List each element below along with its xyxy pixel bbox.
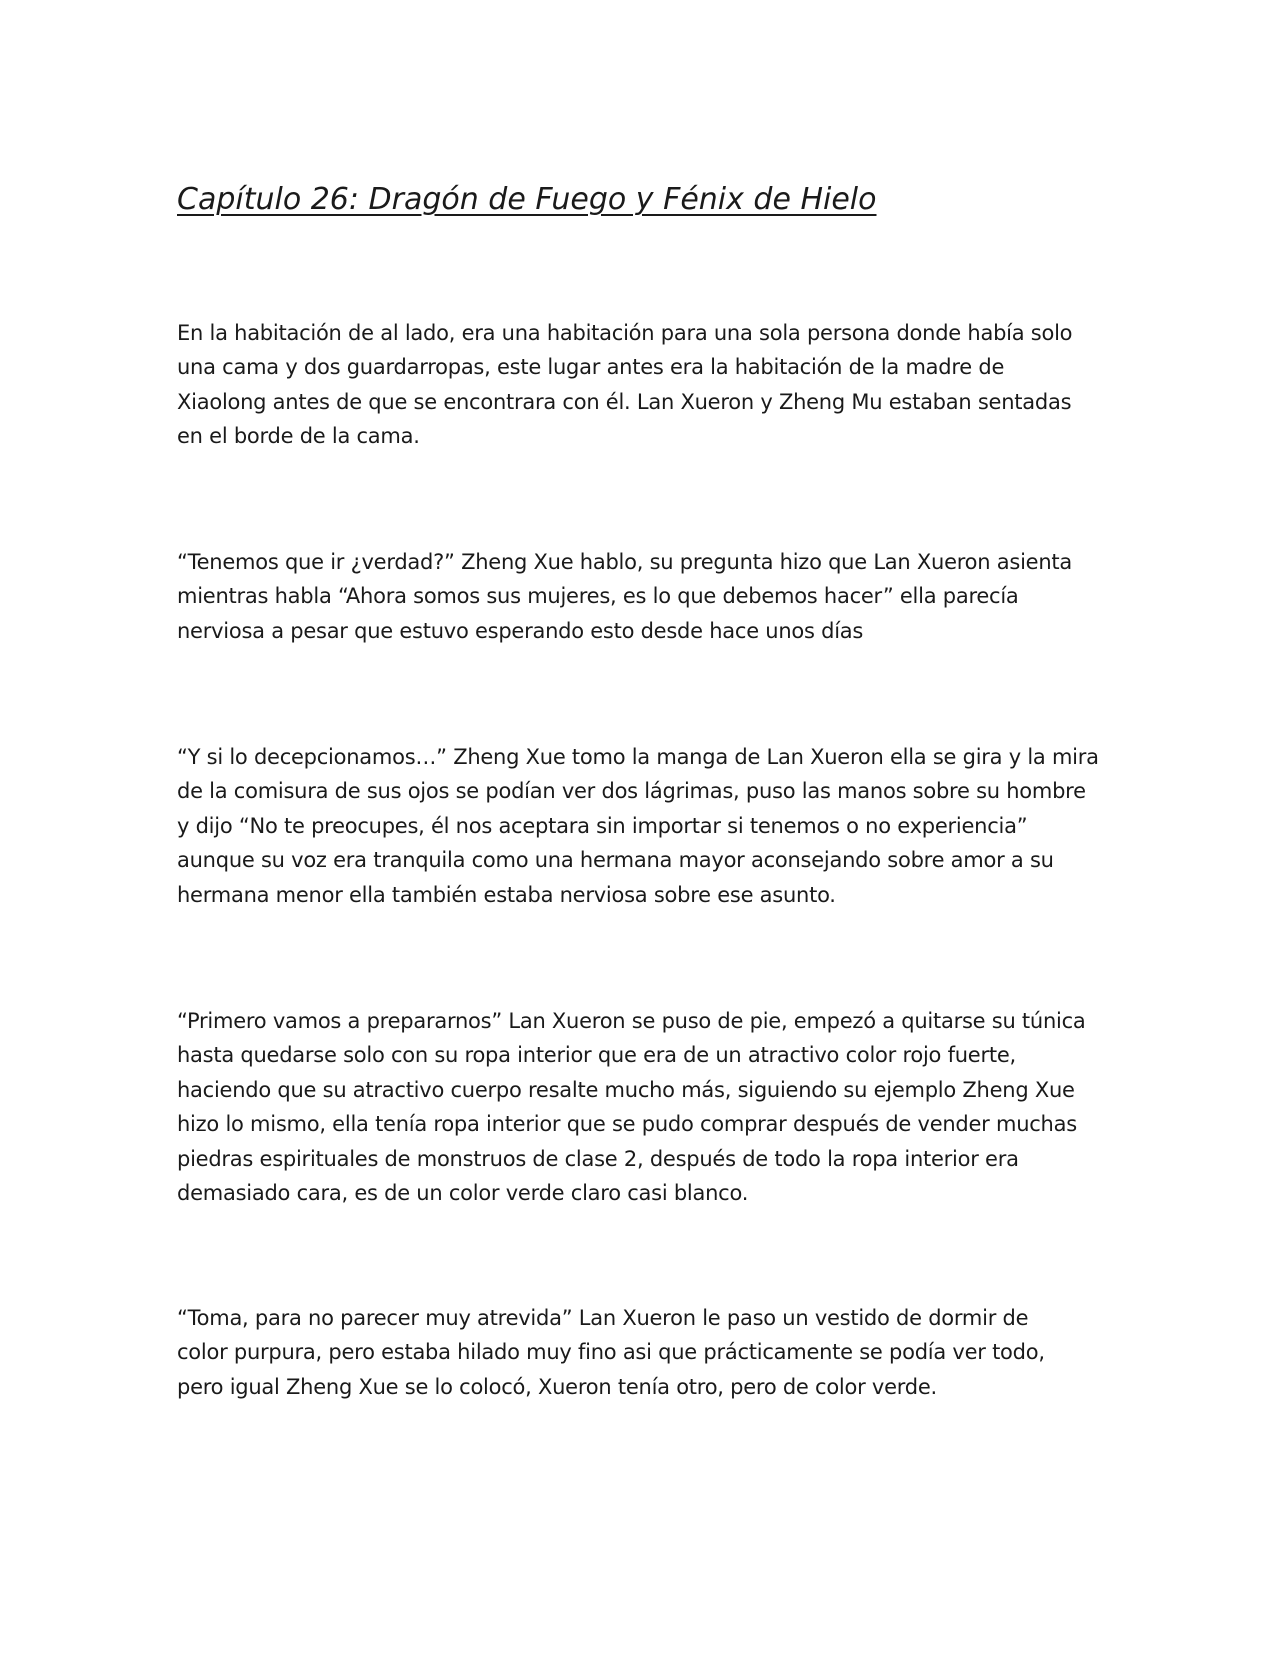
paragraph-line: hizo lo mismo, ella tenía ropa interior que se pudo comprar después de vender muchas [177, 1112, 1077, 1137]
paragraph-line: demasiado cara, es de un color verde claro casi blanco. [177, 1181, 749, 1206]
paragraph-line: mientras habla “Ahora somos sus mujeres, es lo que debemos hacer” ella parecía [177, 584, 1019, 609]
paragraph-4 [177, 1004, 1117, 1210]
paragraph-line: nerviosa a pesar que estuvo esperando esto desde hace unos días [177, 618, 864, 643]
paragraph-line: aunque su voz era tranquila como una hermana mayor aconsejando sobre amor a su [177, 848, 1054, 873]
chapter-title: Capítulo 26: Dragón de Fuego y Fénix de Hielo [177, 182, 877, 217]
paragraph-3 [177, 740, 1117, 912]
paragraph-line: “Tenemos que ir ¿verdad?” Zheng Xue hablo, su pregunta hizo que Lan Xueron asienta [177, 550, 1072, 574]
paragraph-line: en el borde de la cama. [177, 424, 420, 449]
paragraph-line: y dijo “No te preocupes, él nos aceptara sin importar si tenemos o no experiencia” [177, 813, 1028, 838]
paragraph-line: de la comisura de sus ojos se podían ver dos lágrimas, puso las manos sobre su hombre [177, 779, 1086, 804]
paragraph-line: Xiaolong antes de que se encontrara con él. Lan Xueron y Zheng Mu estaban sentadas [177, 389, 1072, 414]
paragraph-line: hasta quedarse solo con su ropa interior que era de un atractivo color rojo fuerte, [177, 1043, 1016, 1068]
paragraph-5 [177, 1301, 1117, 1404]
paragraph-line: En la habitación de al lado, era una habitación para una sola persona donde había solo [177, 321, 1073, 345]
paragraph-line: hermana menor ella también estaba nerviosa sobre ese asunto. [177, 882, 836, 907]
paragraph-2 [177, 545, 1117, 648]
paragraph-line: color purpura, pero estaba hilado muy fino asi que prácticamente se podía ver todo, [177, 1340, 1045, 1365]
paragraph-line: pero igual Zheng Xue se lo colocó, Xueron tenía otro, pero de color verde. [177, 1374, 937, 1399]
paragraph-line: “Primero vamos a prepararnos” Lan Xueron se puso de pie, empezó a quitarse su túnica [177, 1009, 1086, 1033]
paragraph-line: haciendo que su atractivo cuerpo resalte mucho más, siguiendo su ejemplo Zheng Xue [177, 1077, 1075, 1102]
paragraph-line: una cama y dos guardarropas, este lugar antes era la habitación de la madre de [177, 355, 1005, 380]
paragraph-line: “Toma, para no parecer muy atrevida” Lan Xueron le paso un vestido de dormir de [177, 1306, 1029, 1330]
paragraph-1 [177, 316, 1117, 454]
paragraph-line: “Y si lo decepcionamos…” Zheng Xue tomo la manga de Lan Xueron ella se gira y la mira [177, 745, 1099, 769]
paragraph-line: piedras espirituales de monstruos de clase 2, después de todo la ropa interior era [177, 1146, 1019, 1171]
